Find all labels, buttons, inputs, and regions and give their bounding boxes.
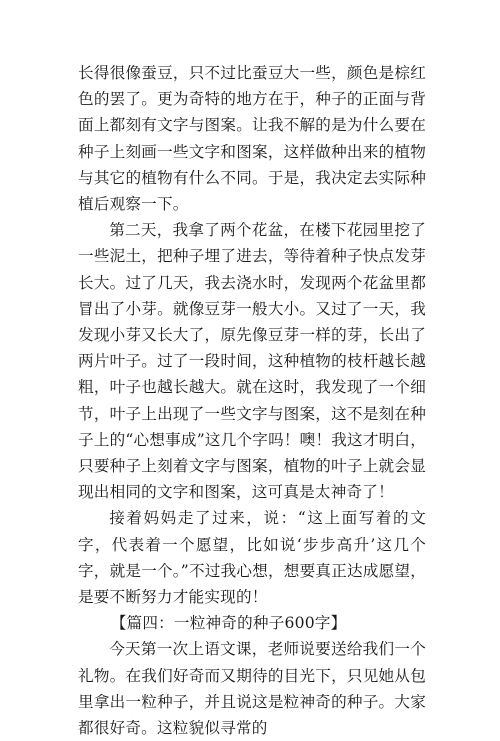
paragraph-second-day: 第二天，我拿了两个花盆，在楼下花园里挖了一些泥土，把种子埋了进去，等待着种子快点发芽长大。过了几天，我去浇水时，发现两个花盆里都冒出了小芽。就像豆芽一般大小。又过了一天，我发现小芽又长大了，原先像豆芽一样的芽，长出了两片叶子。过了一段时间，这种植物的枝杆越长越粗，叶子也越长越大。就在这时，我发现了一个细节，叶子上出现了一些文字与图案，这不是刻在种子上的“心想事成”这几个字吗！噢！我这才明白，只要种子上刻着文字与图案，植物的叶子上就会显现出相同的文字和图案，这可真是太神奇了！ — [78, 221, 427, 502]
document-body — [78, 60, 426, 741]
paragraph-chinese-class: 今天第一次上语文课，老师说要送给我们一个礼物。在我们好奇而又期待的目光下，只见她从包里拿出一粒种子，并且说这是粒神奇的种子。大家都很好奇。这粒貌似寻常的 — [78, 640, 426, 738]
paragraph-continuation: 长得很像蚕豆，只不过比蚕豆大一些，颜色是棕红色的罢了。更为奇特的地方在于，种子的正面与背面上都刻有文字与图案。让我不解的是为什么要在种子上刻画一些文字和图案，这样做种出来的植物与其它的植物有什么不同。于是，我决定去实际种植后观察一下。 — [78, 64, 426, 214]
section-heading: 【篇四：一粒神奇的种子600字】 — [110, 614, 347, 633]
paragraph-mom-speaks: 接着妈妈走了过来，说：“这上面写着的文字，代表着一个愿望，比如说‘步步高升’这几个字，就是一个。”不过我心想，想要真正达成愿望，是要不断努力才能实现的！ — [78, 509, 426, 607]
